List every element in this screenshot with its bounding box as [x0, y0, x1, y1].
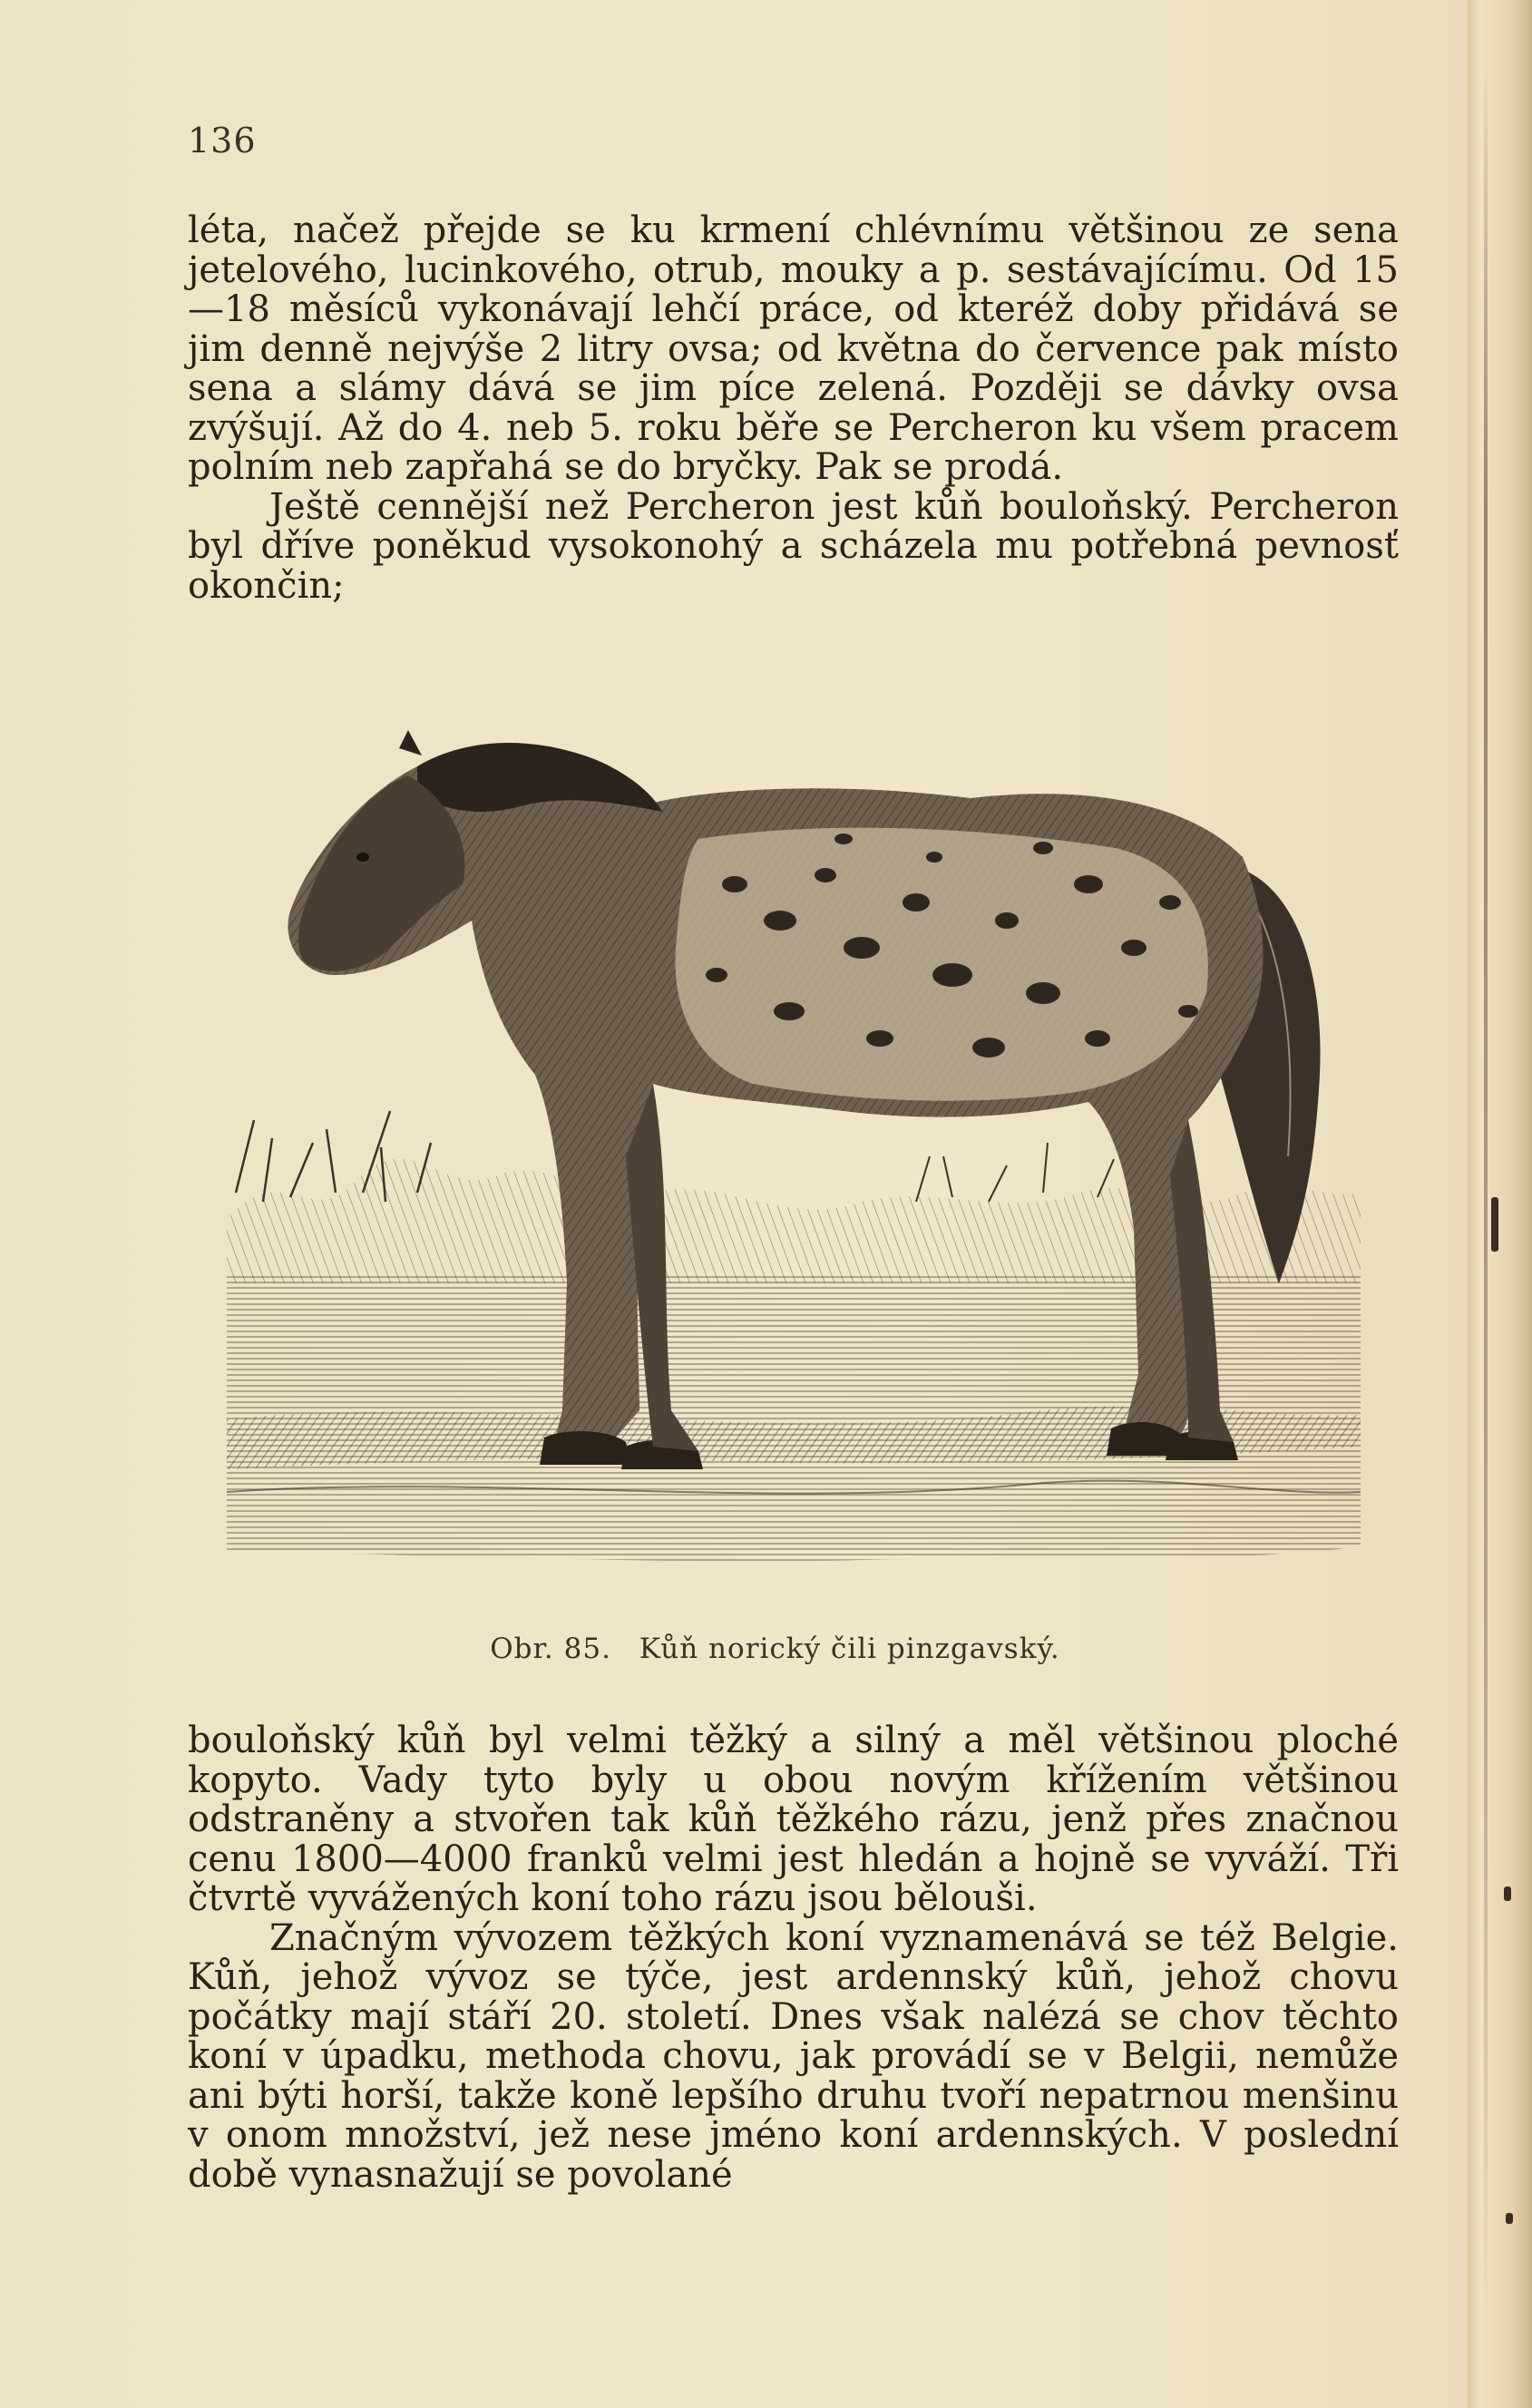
binding-shadow [1484, 54, 1488, 2340]
figure-caption [0, 1633, 1532, 1665]
caption-text: Kůň norický čili pinzgavský. [639, 1633, 1060, 1665]
paragraph: Ještě cennější než Percheron jest kůň bouloňský. Percheron byl dříve poněkud vysokonohý a scházela mu potřebná pevnosť okončin; [188, 485, 1399, 607]
horse-illustration [227, 648, 1361, 1592]
margin-mark [1504, 1886, 1511, 1901]
adjacent-page-edge [1468, 0, 1532, 2408]
horse-engraving [227, 648, 1361, 1592]
text-before-figure [188, 211, 1399, 606]
text-after-figure [188, 1721, 1399, 2195]
paragraph: léta, načež přejde se ku krmení chlévnímu většinou ze sena jetelového, lucinkového, otrub, mouky a p. sestávajícímu. Od 15—18 měsíců vykonávají lehčí práce, od kteréž doby přidává se jim denně nejvýše 2 litry ovsa; od května do července pak místo sena a slámy dává se jim píce zelená. Později se dávky ovsa zvýšují. Až do 4. neb 5. roku běře se Percheron ku všem pracem polním neb zapřahá se do bryčky. Pak se prodá. [188, 210, 1399, 488]
paragraph: bouloňský kůň byl velmi těžký a silný a měl většinou ploché kopyto. Vady tyto byly u obou novým křížením většinou odstraněny a stvořen tak kůň těžkého rázu, jenž přes značnou cenu 1800—4000 franků velmi jest hledán a hojně se vyváží. Tři čtvrtě vyvážených koní toho rázu jsou bělouši. [188, 1720, 1399, 1919]
margin-mark [1506, 2213, 1513, 2224]
caption-label: Obr. 85. [490, 1633, 611, 1665]
margin-mark [1491, 1197, 1498, 1252]
horse-eye [356, 853, 369, 862]
page-number: 136 [188, 121, 257, 161]
paragraph: Značným vývozem těžkých koní vyznamenává se též Belgie. Kůň, jehož vývoz se týče, jest ardennský kůň, jehož chovu počátky mají stáří 20. století. Dnes však nalézá se chov těchto koní v úpadku, methoda chovu, jak provádí se v Belgii, nemůže ani býti horší, takže koně lepšího druhu tvoří nepatrnou menšinu v onom množství, jež nese jméno koní ardennských. V poslední době vynasnažují se povolané [188, 1916, 1399, 2196]
